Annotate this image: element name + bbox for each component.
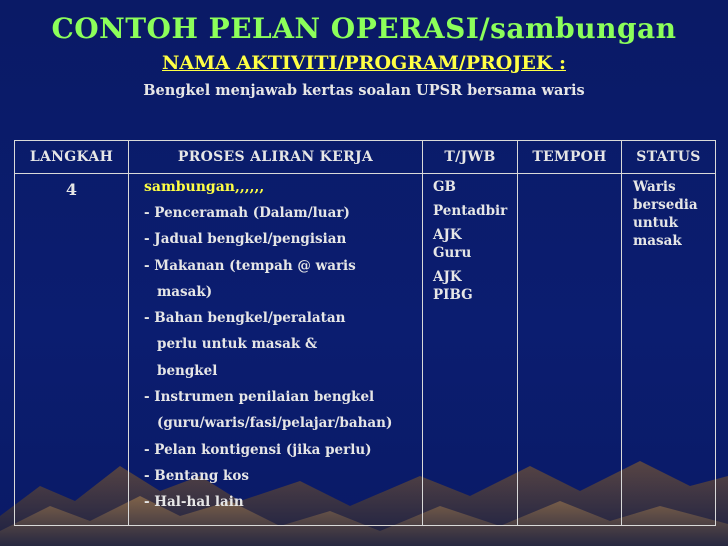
responsible-item: AJK PIBG [433, 269, 473, 303]
process-heading: sambungan,,,,,, [144, 179, 265, 195]
process-line: - Instrumen penilaian bengkel [144, 389, 375, 406]
table-header-row [15, 141, 716, 174]
header-duration: TEMPOH [518, 141, 622, 174]
process-cell [129, 174, 423, 526]
activity-name-heading: NAMA AKTIVITI/PROGRAM/PROJEK : [162, 52, 566, 74]
page-title: CONTOH PELAN OPERASI/sambungan [51, 12, 677, 45]
process-line: perlu untuk masak & [157, 336, 318, 353]
status-cell [622, 174, 716, 526]
process-line: - Jadual bengkel/pengisian [144, 231, 347, 248]
table-row [15, 174, 716, 526]
process-line: - Pelan kontigensi (jika perlu) [144, 441, 372, 458]
activity-description: Bengkel menjawab kertas soalan UPSR bersama waris [143, 82, 585, 99]
responsible-list [433, 178, 517, 304]
header-status: STATUS [622, 141, 716, 174]
process-line: - Makanan (tempah @ waris [144, 257, 356, 274]
status-text: Waris bersedia untuk masak [633, 179, 698, 249]
process-line: (guru/waris/fasi/pelajar/bahan) [157, 415, 393, 432]
step-number: 4 [15, 174, 129, 526]
process-list [144, 200, 422, 516]
header-responsible: T/JWB [423, 141, 518, 174]
process-line: bengkel [157, 362, 218, 379]
process-line: masak) [157, 283, 213, 300]
process-line: - Bahan bengkel/peralatan [144, 310, 346, 327]
process-line: - Penceramah (Dalam/luar) [144, 205, 350, 221]
responsible-item: AJK Guru [433, 227, 472, 261]
responsible-cell [423, 174, 518, 526]
process-line: - Hal-hal lain [144, 494, 244, 511]
responsible-item: GB [433, 179, 456, 195]
duration-cell [518, 174, 622, 526]
header-process: PROSES ALIRAN KERJA [129, 141, 423, 174]
header-step: LANGKAH [15, 141, 129, 174]
operation-plan-table [14, 140, 716, 526]
responsible-item: Pentadbir [433, 203, 508, 219]
process-line: - Bentang kos [144, 467, 250, 484]
